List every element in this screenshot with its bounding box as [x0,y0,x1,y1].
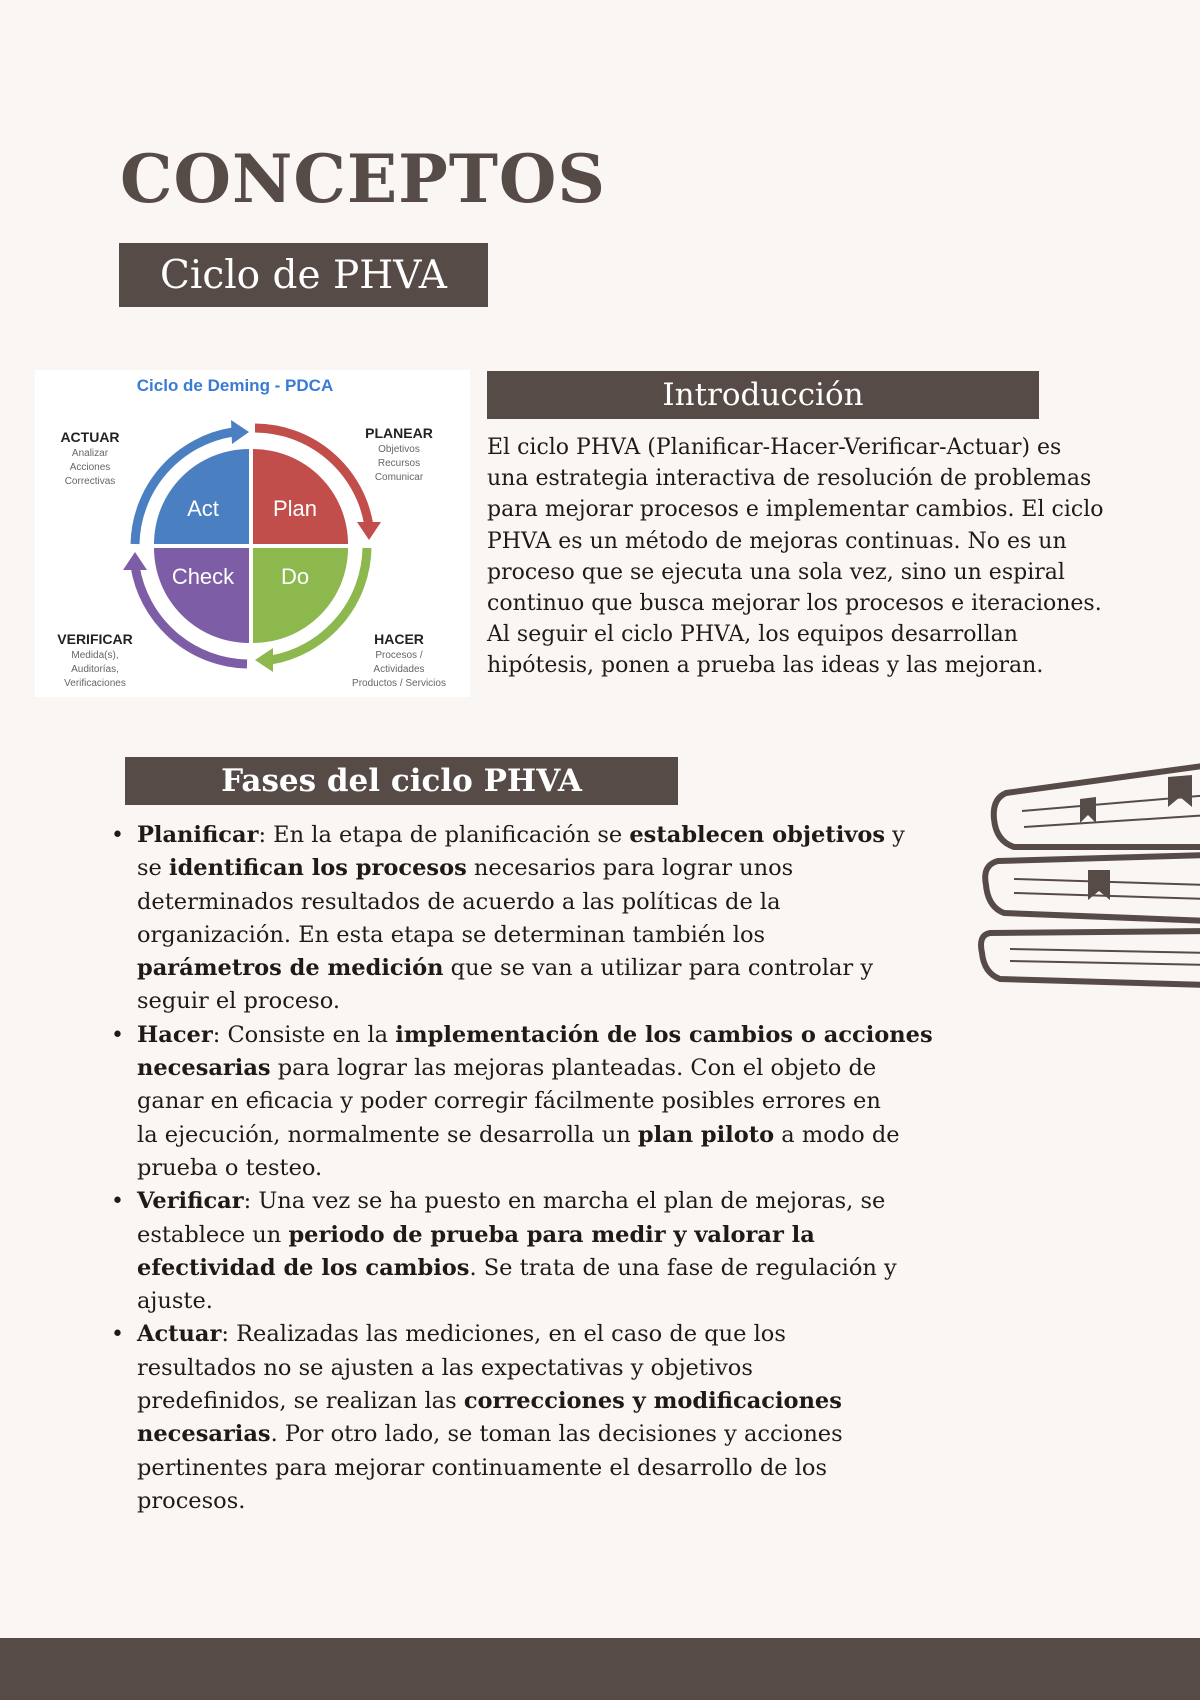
phase-line [137,1352,977,1385]
corner-planear-line: Recursos [377,458,421,469]
bullet-icon: • [111,823,124,848]
phase-line [137,1219,977,1252]
phase-line [137,1152,977,1185]
phase-line [137,1085,977,1118]
phase-text: a modo de [774,1121,900,1148]
phase-text: seguir el proceso. [137,988,340,1015]
phase-emphasis: necesarias [137,1055,271,1082]
corner-actuar [60,429,119,487]
phase-line [137,1485,977,1518]
intro-line: hipótesis, ponen a prueba las ideas y las mejoran. [487,653,1044,679]
phase-text: y [885,822,905,848]
subtitle-banner [119,243,488,307]
intro-heading: Introducción [662,377,864,413]
phase-text: determinados resultados de acuerdo a las políticas de la [137,888,781,915]
phase-text: procesos. [137,1487,246,1514]
arrow-act-head [231,420,249,444]
phase-term: Hacer [137,1021,213,1048]
phase-line [137,1418,977,1451]
intro-line: para mejorar procesos e implementar cambios. El ciclo [487,497,1104,523]
phase-line [137,1318,977,1351]
intro-line: proceso que se ejecuta una sola vez, sino un espiral [487,559,1065,585]
quadrant-plan-label: Plan [272,496,318,521]
phases-heading-banner [125,757,678,805]
corner-planear-line: Objetivos [378,444,420,455]
arrow-plan-head [357,522,381,540]
corner-hacer-heading: HACER [374,631,424,647]
phase-text: la ejecución, normalmente se desarrolla un [137,1121,638,1148]
corner-hacer [352,631,446,689]
phase-line [137,1185,977,1218]
corner-hacer-line: Productos / Servicios [352,678,446,689]
phase-text: predefinidos, se realizan las [137,1388,464,1415]
intro-paragraph [487,432,1137,682]
phase-text: se [137,855,170,882]
phase-text: establece un [137,1221,289,1248]
intro-heading-banner [487,371,1039,419]
phase-text: ganar en eficacia y poder corregir fácilmente posibles errores en [137,1088,881,1115]
page-title: CONCEPTOS [120,140,607,218]
corner-verificar-line: Auditorías, [71,664,119,675]
phase-text: . Se trata de una fase de regulación y [469,1254,897,1281]
corner-planear-heading: PLANEAR [365,425,433,441]
bullet-icon: • [111,1022,124,1048]
phase-emphasis: implementación de los cambios o acciones [395,1021,933,1048]
phase-emphasis: parámetros de medición [137,955,444,982]
phase-text: necesarios para lograr unos [466,855,794,882]
phase-line [137,852,977,885]
corner-hacer-line: Procesos / [375,650,423,661]
phase-text: : En la etapa de planificación se [258,822,630,848]
phase-text: pertinentes para mejorar continuamente el desarrollo de los [137,1454,828,1481]
subtitle-text: Ciclo de PHVA [160,252,447,298]
phase-text: resultados no se ajusten a las expectativas y objetivos [137,1354,753,1381]
phase-text: que se van a utilizar para controlar y [443,955,874,982]
phases-list [111,819,977,1518]
diagram-title: Ciclo de Deming - PDCA [136,376,334,395]
phase-line [137,1285,977,1318]
intro-line: PHVA es un método de mejoras continuas. No es un [487,528,1067,554]
books-stack-illustration [970,735,1200,1000]
phase-text: : Consiste en la [212,1021,396,1048]
corner-actuar-heading: ACTUAR [60,429,120,445]
phase-line [137,886,977,919]
phase-line [137,919,977,952]
phase-text: prueba o testeo. [137,1154,323,1181]
phase-text: organización. En esta etapa se determinan también los [137,921,766,948]
phase-line [137,985,977,1018]
pdca-diagram [35,370,470,697]
intro-line: continuo que busca mejorar los procesos e iteraciones. [487,591,1102,617]
phase-item [111,1185,977,1318]
corner-verificar-line: Medida(s), [71,650,119,661]
corner-actuar-line: Analizar [71,448,109,459]
phase-emphasis: plan piloto [637,1121,775,1148]
phase-text: para lograr las mejoras planteadas. Con el objeto de [270,1055,877,1082]
phase-line [137,819,977,852]
corner-hacer-line: Actividades [373,664,425,675]
phase-line [137,1019,977,1052]
phase-term: Planificar [137,822,259,848]
phase-text: : Una vez se ha puesto en marcha el plan de mejoras, se [243,1188,886,1215]
arrow-do-head [255,648,273,672]
bullet-icon: • [111,1189,124,1215]
phase-line [137,1052,977,1085]
corner-verificar-line: Verificaciones [64,678,126,689]
phase-emphasis: efectividad de los cambios [137,1254,470,1281]
cycle-wheel [123,420,381,672]
phase-line [137,1119,977,1152]
phase-term: Actuar [137,1321,222,1348]
phase-item [111,819,977,1019]
corner-planear [365,425,433,483]
phase-emphasis: necesarias [137,1421,271,1448]
phase-line [137,1385,977,1418]
quadrant-do-label: Do [280,564,310,589]
phase-line [137,952,977,985]
phase-text: ajuste. [137,1288,213,1315]
corner-verificar [57,631,132,689]
corner-verificar-heading: VERIFICAR [57,631,133,647]
corner-actuar-line: Acciones [69,462,111,473]
phase-emphasis: periodo de prueba para medir y valorar la [288,1221,815,1248]
phase-text: . Por otro lado, se toman las decisiones y acciones [270,1421,843,1448]
corner-planear-line: Comunicar [374,472,424,483]
bullet-icon: • [111,1322,124,1348]
phase-line [137,1252,977,1285]
intro-line: El ciclo PHVA (Planificar-Hacer-Verificar-Actuar) es [487,435,1062,460]
phase-item [111,1019,977,1185]
quadrant-check-label: Check [171,564,235,589]
phase-text: : Realizadas las mediciones, en el caso de que los [221,1321,786,1348]
corner-actuar-line: Correctivas [64,476,116,487]
arrow-check-head [123,552,147,570]
intro-line: una estrategia interactiva de resolución de problemas [487,466,1092,492]
phase-line [137,1452,977,1485]
footer-band [0,1638,1200,1700]
intro-line: Al seguir el ciclo PHVA, los equipos desarrollan [487,622,1018,648]
phase-item [111,1318,977,1518]
phase-emphasis: identifican los procesos [169,855,467,882]
quadrant-act-label: Act [187,496,219,521]
phase-emphasis: establecen objetivos [629,822,886,848]
phase-term: Verificar [137,1188,244,1215]
phases-heading: Fases del ciclo PHVA [221,763,582,799]
phase-emphasis: correcciones y modificaciones [463,1388,842,1415]
